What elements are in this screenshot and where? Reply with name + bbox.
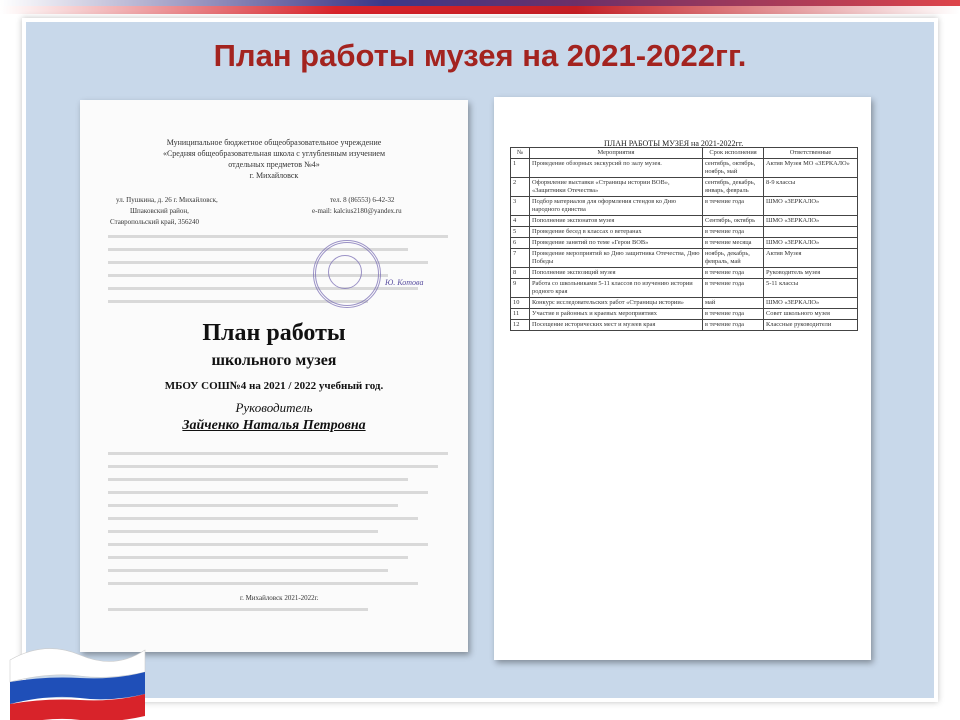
cell-responsible: Совет школьного музея [764,309,858,320]
cell-number: 3 [511,197,530,216]
school-year-line: МБОУ СОШ№4 на 2021 / 2022 учебный год. [164,380,384,392]
email-line: e-mail: kalcius2180@yandex.ru [312,207,402,215]
table-row [511,238,858,249]
faded-text-line [108,543,428,546]
faded-text-line [108,582,418,585]
cell-deadline: в течение месяца [703,238,764,249]
cell-deadline: в течение года [703,227,764,238]
signature: Ю. Котова [385,278,424,287]
cell-responsible [764,227,858,238]
table-row [511,298,858,309]
faded-text-line [108,261,428,264]
faded-text-line [108,465,438,468]
cell-activity: Подбор материалов для оформления стендов ко Дню народного единства [530,197,703,216]
cell-number: 1 [511,159,530,178]
address-line-1: ул. Пушкина, д. 26 г. Михайловск, [116,196,218,204]
plan-title: План работы [202,320,346,346]
cell-responsible: Классные руководители [764,320,858,331]
table-title: ПЛАН РАБОТЫ МУЗЕЯ на 2021-2022гг. [604,139,744,148]
cell-activity: Конкурс исследовательских работ «Страницы истории» [530,298,703,309]
table-row [511,279,858,298]
header-line-3: отдельных предметов №4» [228,160,320,169]
table-row [511,227,858,238]
faded-text-line [108,491,428,494]
cell-number: 2 [511,178,530,197]
cell-deadline: ноябрь, декабрь, февраль, май [703,249,764,268]
head-name: Зайченко Наталья Петровна [182,418,366,433]
header-line-1: Муниципальное бюджетное общеобразовательное учреждение [166,138,382,147]
faded-text-line [108,504,398,507]
cell-deadline: в течение года [703,197,764,216]
city-year: г. Михайловск 2021-2022г. [240,594,319,602]
cell-responsible: 5-11 классы [764,279,858,298]
cell-activity: Участие в районных и краевых мероприятиях [530,309,703,320]
header-line-2: «Средняя общеобразовательная школа с углубленным изучением [162,149,386,158]
column-header: Ответственные [764,148,858,159]
table-row [511,249,858,268]
cell-activity: Проведение бесед в классах о ветеранах [530,227,703,238]
top-blue-stripe [0,0,960,6]
faded-text-line [108,452,448,455]
cell-responsible: ШМО «ЗЕРКАЛО» [764,238,858,249]
faded-text-line [108,569,388,572]
cell-responsible: ШМО «ЗЕРКАЛО» [764,298,858,309]
faded-text-line [108,235,448,238]
cell-number: 7 [511,249,530,268]
cell-activity: Проведение занятий по теме «Герои ВОВ» [530,238,703,249]
cell-deadline: май [703,298,764,309]
header-line-4: г. Михайловск [249,171,299,180]
address-line-3: Ставропольский край, 356240 [110,218,199,226]
title-page-scan [80,100,468,652]
cell-activity: Проведение обзорных экскурсий по залу музея. [530,159,703,178]
cell-responsible: 8-9 классы [764,178,858,197]
table-row [511,320,858,331]
plan-table-page-scan [494,97,871,660]
address-line-2: Шпаковский район, [130,207,189,215]
cell-activity: Пополнение экспозиций музея [530,268,703,279]
table-row [511,268,858,279]
plan-subtitle: школьного музея [211,352,337,369]
table-row [511,216,858,227]
table-row [511,159,858,178]
cell-deadline: в течение года [703,309,764,320]
faded-text-line [108,517,418,520]
faded-text-line [108,530,378,533]
column-header: Мероприятия [530,148,703,159]
cell-number: 11 [511,309,530,320]
cell-responsible: Руководитель музея [764,268,858,279]
table-row [511,178,858,197]
cell-activity: Проведение мероприятий ко Дню защитника Отечества, Дню Победы [530,249,703,268]
cell-responsible: Актив Музея [764,249,858,268]
faded-text-line [108,556,408,559]
cell-activity: Пополнение экспонатов музея [530,216,703,227]
cell-responsible: ШМО «ЗЕРКАЛО» [764,197,858,216]
cell-deadline: в течение года [703,320,764,331]
cell-number: 8 [511,268,530,279]
cell-deadline: сентябрь, октябрь, ноябрь, май [703,159,764,178]
cell-number: 12 [511,320,530,331]
cell-deadline: сентябрь, декабрь, январь, февраль [703,178,764,197]
school-seal [313,240,381,308]
russian-flag-icon [0,620,150,720]
cell-responsible: Актив Музея МО «ЗЕРКАЛО» [764,159,858,178]
column-header: № [511,148,530,159]
cell-deadline: в течение года [703,279,764,298]
cell-number: 6 [511,238,530,249]
cell-number: 9 [511,279,530,298]
table-row [511,197,858,216]
table-row [511,309,858,320]
cell-responsible: ШМО «ЗЕРКАЛО» [764,216,858,227]
head-label: Руководитель [235,400,313,415]
faded-text-line [108,478,408,481]
column-header: Срок исполнения [703,148,764,159]
cell-deadline: Сентябрь, октябрь [703,216,764,227]
faded-text-line [108,608,368,611]
cell-activity: Оформление выставки «Страницы истории ВОВ», «Защитники Отечества» [530,178,703,197]
cell-activity: Работа со школьниками 5-11 классов по изучению истории родного края [530,279,703,298]
table-header-row [511,148,858,159]
slide-title: План работы музея на 2021-2022гг. [213,38,747,73]
plan-table [510,147,858,331]
cell-deadline: в течение года [703,268,764,279]
phone-line: тел. 8 (86553) 6-42-32 [330,196,395,204]
cell-activity: Посещение исторических мест и музеев края [530,320,703,331]
cell-number: 10 [511,298,530,309]
cell-number: 5 [511,227,530,238]
cell-number: 4 [511,216,530,227]
